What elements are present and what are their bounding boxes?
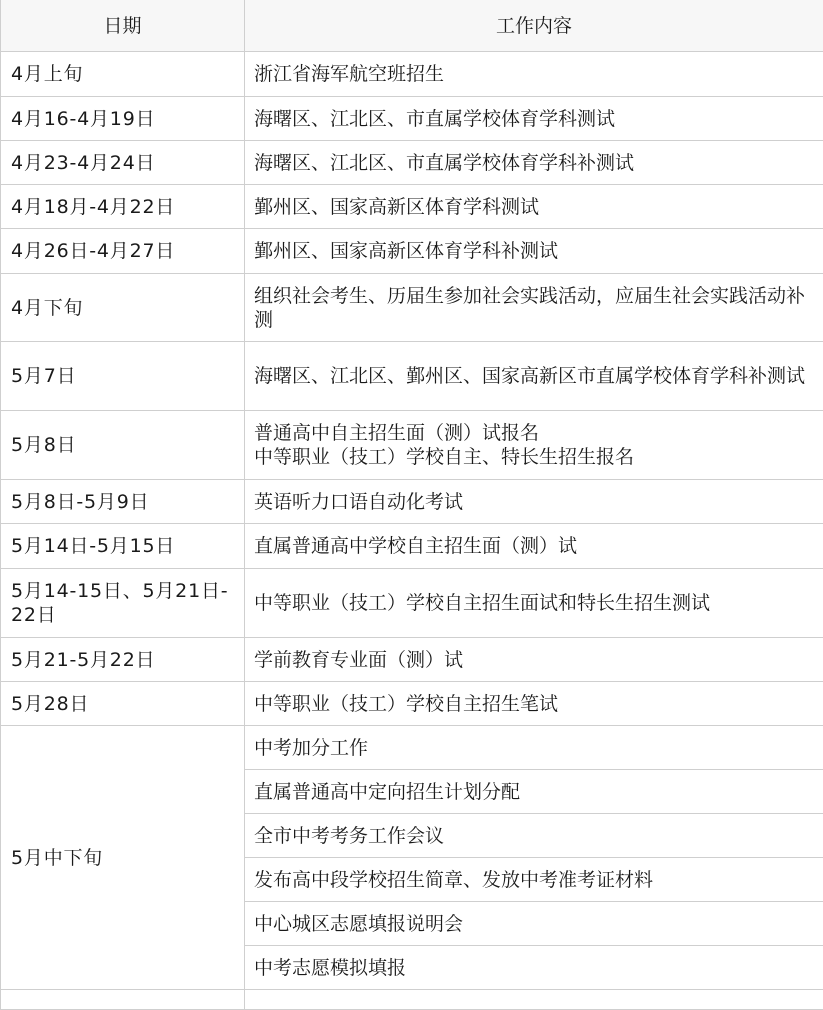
row-date: 4月上旬: [1, 52, 245, 97]
row-content: 学前教育专业面（测）试: [245, 638, 823, 682]
table-row: [1, 524, 823, 569]
table-row: [1, 682, 823, 726]
table-row: [1, 52, 823, 97]
row-content: 海曙区、江北区、市直属学校体育学科补测试: [245, 141, 823, 185]
table-row: [1, 638, 823, 682]
table-header-row: [1, 0, 823, 52]
table-row: [1, 411, 823, 480]
group-item: 发布高中段学校招生简章、发放中考准考证材料: [245, 858, 823, 902]
row-content: 中等职业（技工）学校自主招生面试和特长生招生测试: [245, 569, 823, 638]
row-content: 直属普通高中学校自主招生面（测）试: [245, 524, 823, 569]
row-date: 5月7日: [1, 342, 245, 411]
group-item: 中考志愿模拟填报: [245, 946, 823, 990]
table-row: [1, 342, 823, 411]
row-date: 4月16-4月19日: [1, 97, 245, 141]
table-row: [1, 141, 823, 185]
group-item: 直属普通高中定向招生计划分配: [245, 770, 823, 814]
row-content: 鄞州区、国家高新区体育学科补测试: [245, 229, 823, 274]
row-content: 中等职业（技工）学校自主招生笔试: [245, 682, 823, 726]
group-item: 全市中考考务工作会议: [245, 814, 823, 858]
group-date: 5月中下旬: [1, 726, 245, 990]
row-date: 5月8日-5月9日: [1, 480, 245, 524]
row-date: 4月18月-4月22日: [1, 185, 245, 229]
row-date: 4月下旬: [1, 274, 245, 342]
row-date: 5月14-15日、5月21日-22日: [1, 569, 245, 638]
header-date: 日期: [1, 0, 245, 52]
table-row: [1, 480, 823, 524]
group-item: 中心城区志愿填报说明会: [245, 902, 823, 946]
table-row: [1, 274, 823, 342]
row-date: 5月8日: [1, 411, 245, 480]
row-date: 4月26日-4月27日: [1, 229, 245, 274]
table-row: [1, 97, 823, 141]
row-content: 海曙区、江北区、鄞州区、国家高新区市直属学校体育学科补测试: [245, 342, 823, 411]
header-content: 工作内容: [245, 0, 823, 52]
row-date: 5月21-5月22日: [1, 638, 245, 682]
table-row: [1, 229, 823, 274]
content-line: 普通高中自主招生面（测）试报名: [254, 421, 815, 445]
table-row: [1, 569, 823, 638]
row-content: 英语听力口语自动化考试: [245, 480, 823, 524]
table-row: [1, 726, 823, 770]
row-content: 鄞州区、国家高新区体育学科测试: [245, 185, 823, 229]
row-date: 5月14日-5月15日: [1, 524, 245, 569]
content-line: 中等职业（技工）学校自主、特长生招生报名: [254, 445, 815, 469]
row-date: 4月23-4月24日: [1, 141, 245, 185]
row-content-multiline: [245, 411, 823, 480]
group-item: 中考加分工作: [245, 726, 823, 770]
row-content: 海曙区、江北区、市直属学校体育学科测试: [245, 97, 823, 141]
row-date: 5月28日: [1, 682, 245, 726]
table-row: [1, 185, 823, 229]
row-content: 浙江省海军航空班招生: [245, 52, 823, 97]
row-content: 组织社会考生、历届生参加社会实践活动，应届生社会实践活动补测: [245, 274, 823, 342]
